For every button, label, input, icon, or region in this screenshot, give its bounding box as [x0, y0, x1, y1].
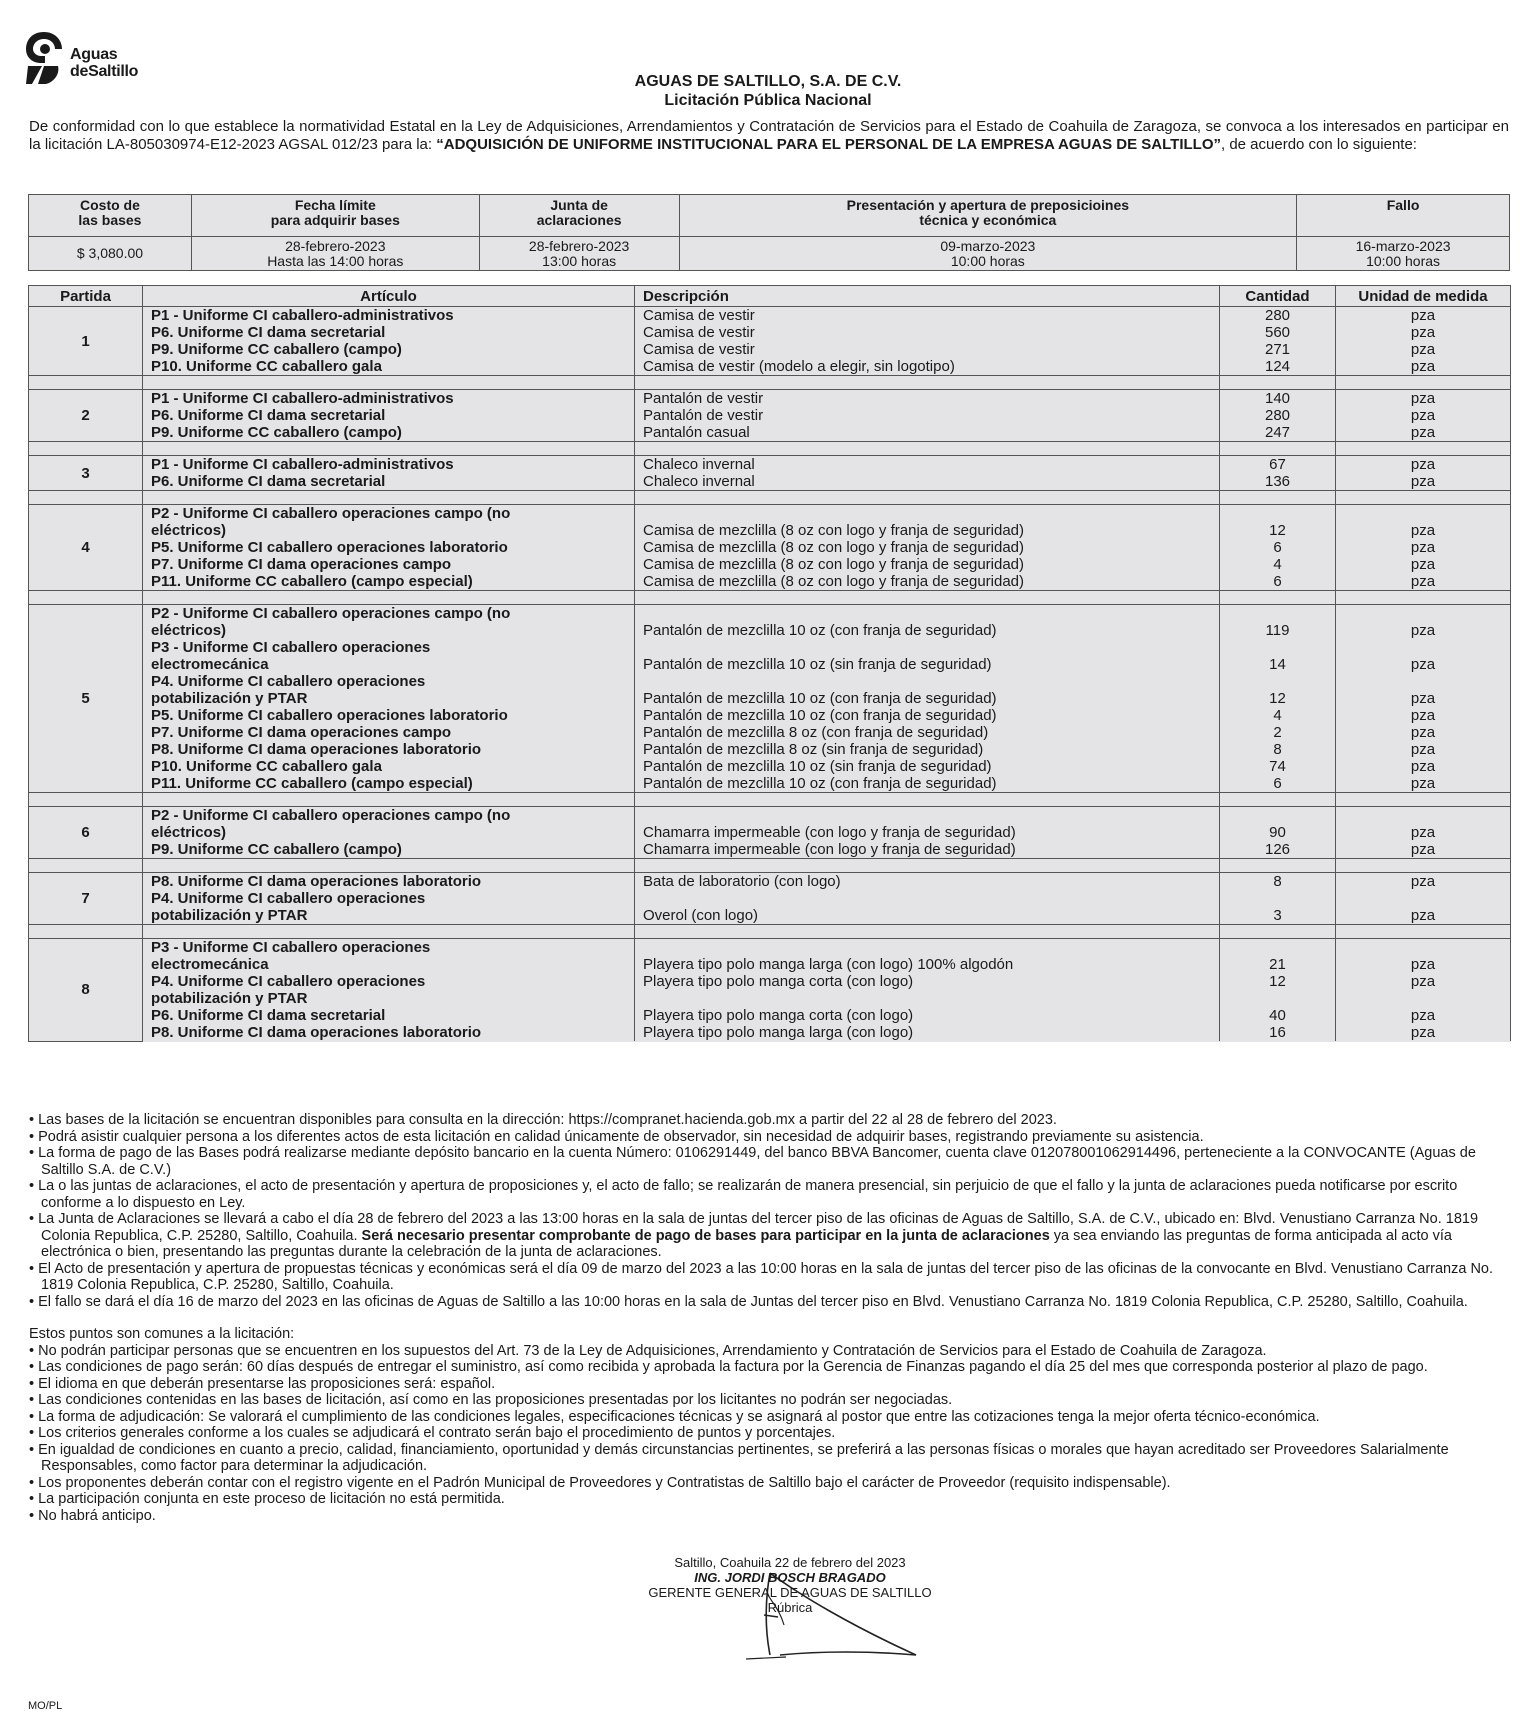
intro-paragraph	[29, 118, 1509, 154]
item-cantidad: 271	[1220, 341, 1336, 358]
item-cantidad: 119	[1220, 622, 1336, 639]
item-cantidad: 67	[1220, 456, 1336, 474]
separator-cell	[29, 591, 143, 605]
item-unidad: pza	[1336, 473, 1511, 491]
separator-cell	[143, 793, 635, 807]
item-articulo: P6. Uniforme CI dama secretarial	[143, 324, 635, 341]
separator-cell	[143, 376, 635, 390]
separator-cell	[29, 793, 143, 807]
common-point-10: • No habrá anticipo.	[29, 1507, 156, 1524]
intro-text-1: De conformidad con lo que establece la normatividad Estatal en la Ley de Adquisiciones, Arrendamientos y Contratación de Servicios para el Estado de Coahuila de Zaragoza, se convoca a los interesados en participar en la licitación LA-805030974-E12-2023 AGSAL 012/23 para la:	[29, 118, 1509, 153]
company-name: AGUAS DE SALTILLO, S.A. DE C.V.	[634, 73, 902, 90]
separator-cell	[635, 859, 1220, 873]
common-point-2: • Las condiciones de pago serán: 60 días después de entregar el suministro, así como recibida y aprobada la factura por la Gerencia de Finanzas pagando el día 25 del mes que corresponda posterior al plazo de pago.	[29, 1359, 1428, 1375]
separator-cell	[29, 376, 143, 390]
item-articulo: P2 - Uniforme CI caballero operaciones campo (no	[143, 807, 635, 825]
item-articulo: P3 - Uniforme CI caballero operaciones	[143, 939, 635, 957]
separator-cell	[1220, 442, 1336, 456]
item-unidad: pza	[1336, 873, 1511, 891]
separator-cell	[29, 491, 143, 505]
item-row	[29, 990, 1511, 1007]
item-articulo: potabilización y PTAR	[143, 907, 635, 925]
summary-header-clarifications: Junta de aclaraciones	[479, 195, 679, 237]
signature-rubrica: Rúbrica	[767, 1600, 813, 1615]
item-cantidad: 74	[1220, 758, 1336, 775]
separator-cell	[143, 491, 635, 505]
item-row	[29, 573, 1511, 591]
partida-number: 2	[29, 390, 143, 442]
item-row	[29, 307, 1511, 325]
summary-cost-value: $ 3,080.00	[29, 237, 192, 271]
partida-number: 7	[29, 873, 143, 925]
item-cantidad: 14	[1220, 656, 1336, 673]
common-points-heading: Estos puntos son comunes a la licitación:	[29, 1326, 295, 1342]
item-cantidad: 6	[1220, 573, 1336, 591]
item-unidad: pza	[1336, 1024, 1511, 1041]
item-unidad: pza	[1336, 973, 1511, 990]
item-descripcion	[635, 890, 1220, 907]
item-row	[29, 473, 1511, 491]
item-row	[29, 1007, 1511, 1024]
item-cantidad: 16	[1220, 1024, 1336, 1041]
separator-cell	[1336, 442, 1511, 456]
item-articulo: electromecánica	[143, 956, 635, 973]
item-descripcion: Camisa de mezclilla (8 oz con logo y franja de seguridad)	[635, 539, 1220, 556]
item-row	[29, 407, 1511, 424]
item-articulo: P9. Uniforme CC caballero (campo)	[143, 424, 635, 442]
item-row	[29, 324, 1511, 341]
item-descripcion	[635, 605, 1220, 623]
item-row	[29, 358, 1511, 376]
item-descripcion: Pantalón de mezclilla 8 oz (sin franja de seguridad)	[635, 741, 1220, 758]
item-unidad: pza	[1336, 358, 1511, 376]
partida-separator	[29, 442, 1511, 456]
separator-cell	[1336, 376, 1511, 390]
partida-separator	[29, 491, 1511, 505]
partida-number: 1	[29, 307, 143, 376]
partida-separator	[29, 859, 1511, 873]
separator-cell	[635, 591, 1220, 605]
common-point-1: • No podrán participar personas que se encuentren en los supuestos del Art. 73 de la Ley de Adquisiciones, Arrendamiento y Contratación de Servicios para el Estado de Coahuila de Zaragoza.	[29, 1342, 1267, 1359]
item-cantidad: 124	[1220, 358, 1336, 376]
item-unidad	[1336, 939, 1511, 957]
item-articulo: P3 - Uniforme CI caballero operaciones	[143, 639, 635, 656]
item-row	[29, 522, 1511, 539]
item-unidad: pza	[1336, 307, 1511, 325]
item-cantidad	[1220, 807, 1336, 825]
item-row	[29, 539, 1511, 556]
item-articulo: P1 - Uniforme CI caballero-administrativos	[143, 390, 635, 408]
common-point-3: • El idioma en que deberán presentarse las proposiciones será: español.	[29, 1375, 496, 1392]
partida-separator	[29, 793, 1511, 807]
item-articulo: P9. Uniforme CC caballero (campo)	[143, 341, 635, 358]
item-unidad: pza	[1336, 707, 1511, 724]
item-descripcion: Playera tipo polo manga larga (con logo) 100% algodón	[635, 956, 1220, 973]
item-row	[29, 456, 1511, 474]
item-row	[29, 707, 1511, 724]
item-articulo: P6. Uniforme CI dama secretarial	[143, 1007, 635, 1024]
summary-presentation-value: 09-marzo-2023 10:00 horas	[679, 237, 1297, 271]
item-articulo: eléctricos)	[143, 622, 635, 639]
item-unidad: pza	[1336, 741, 1511, 758]
separator-cell	[1336, 859, 1511, 873]
item-descripcion: Pantalón de mezclilla 10 oz (con franja de seguridad)	[635, 690, 1220, 707]
conditions-notes	[29, 1112, 1499, 1524]
item-unidad: pza	[1336, 341, 1511, 358]
common-point-7: • En igualdad de condiciones en cuanto a precio, calidad, financiamiento, oportunidad y demás circunstancias pertinentes, se preferirá a las personas físicas o morales que hayan acreditado ser Proveedores Salarialmente Responsables, como factor para determinar la adjudicación.	[29, 1441, 1449, 1474]
item-row	[29, 341, 1511, 358]
item-unidad: pza	[1336, 841, 1511, 859]
item-row	[29, 890, 1511, 907]
item-articulo: P8. Uniforme CI dama operaciones laboratorio	[143, 1024, 635, 1041]
partida-number: 3	[29, 456, 143, 491]
item-cantidad: 8	[1220, 873, 1336, 891]
item-descripcion: Playera tipo polo manga larga (con logo)	[635, 1024, 1220, 1041]
common-point-4: • Las condiciones contenidas en las bases de licitación, así como en las proposiciones presentadas por los licitantes no podrán ser negociadas.	[29, 1392, 953, 1408]
item-articulo: P2 - Uniforme CI caballero operaciones campo (no	[143, 605, 635, 623]
item-articulo: P8. Uniforme CI dama operaciones laboratorio	[143, 873, 635, 891]
item-articulo: P4. Uniforme CI caballero operaciones	[143, 973, 635, 990]
items-table	[28, 285, 1511, 1042]
intro-text-2: , de acuerdo con lo siguiente:	[1221, 136, 1417, 153]
item-descripcion: Pantalón de mezclilla 10 oz (con franja de seguridad)	[635, 707, 1220, 724]
item-articulo: potabilización y PTAR	[143, 990, 635, 1007]
item-descripcion: Overol (con logo)	[635, 907, 1220, 925]
item-cantidad: 280	[1220, 407, 1336, 424]
tender-type: Licitación Pública Nacional	[664, 92, 872, 109]
item-unidad: pza	[1336, 424, 1511, 442]
separator-cell	[143, 859, 635, 873]
item-articulo: eléctricos)	[143, 522, 635, 539]
item-cantidad: 21	[1220, 956, 1336, 973]
items-header-cantidad: Cantidad	[1220, 286, 1336, 307]
item-row	[29, 673, 1511, 690]
item-cantidad	[1220, 673, 1336, 690]
separator-cell	[635, 793, 1220, 807]
item-unidad: pza	[1336, 824, 1511, 841]
item-cantidad	[1220, 939, 1336, 957]
item-articulo: P7. Uniforme CI dama operaciones campo	[143, 724, 635, 741]
separator-cell	[635, 925, 1220, 939]
item-articulo: P6. Uniforme CI dama secretarial	[143, 407, 635, 424]
item-descripcion	[635, 990, 1220, 1007]
summary-clarifications-value: 28-febrero-2023 13:00 horas	[479, 237, 679, 271]
item-unidad	[1336, 807, 1511, 825]
item-descripcion: Pantalón casual	[635, 424, 1220, 442]
item-unidad: pza	[1336, 324, 1511, 341]
item-articulo: P6. Uniforme CI dama secretarial	[143, 473, 635, 491]
item-row	[29, 605, 1511, 623]
item-articulo: P5. Uniforme CI caballero operaciones laboratorio	[143, 539, 635, 556]
item-unidad: pza	[1336, 775, 1511, 793]
schedule-summary-table	[28, 194, 1510, 271]
item-cantidad: 6	[1220, 539, 1336, 556]
separator-cell	[635, 442, 1220, 456]
separator-cell	[1220, 859, 1336, 873]
item-descripcion: Chaleco invernal	[635, 473, 1220, 491]
item-descripcion: Pantalón de mezclilla 10 oz (con franja de seguridad)	[635, 622, 1220, 639]
item-row	[29, 775, 1511, 793]
item-descripcion: Camisa de vestir	[635, 341, 1220, 358]
item-articulo: P9. Uniforme CC caballero (campo)	[143, 841, 635, 859]
item-row	[29, 873, 1511, 891]
item-row	[29, 556, 1511, 573]
item-cantidad	[1220, 990, 1336, 1007]
item-unidad: pza	[1336, 407, 1511, 424]
note-ruling: • El fallo se dará el día 16 de marzo del 2023 en las oficinas de Aguas de Saltillo a las 10:00 horas en la sala de Juntas del tercer piso en Blvd. Venustiano Carranza No. 1819 Colonia Republica, C.P. 25280, Saltillo, Coahuila.	[29, 1293, 1468, 1310]
item-descripcion	[635, 505, 1220, 523]
note-presentation-act: • El Acto de presentación y apertura de propuestas técnicas y económicas será el día 09 de marzo del 2023 a las 10:00 horas en la sala de juntas del tercer piso de las oficinas de la convocante en Blvd. Venustiano Carranza No. 1819 Colonia Republica, C.P. 25280, Saltillo, Coahuila.	[29, 1260, 1494, 1293]
item-articulo: eléctricos)	[143, 824, 635, 841]
items-header-descripcion: Descripción	[635, 286, 1220, 307]
item-descripcion: Camisa de vestir	[635, 324, 1220, 341]
summary-header-ruling: Fallo	[1297, 195, 1510, 237]
summary-header-presentation: Presentación y apertura de preposicioines técnica y económica	[679, 195, 1297, 237]
item-row	[29, 824, 1511, 841]
item-articulo: P1 - Uniforme CI caballero-administrativos	[143, 456, 635, 474]
item-cantidad: 3	[1220, 907, 1336, 925]
note-observers: • Podrá asistir cualquier persona a los diferentes actos de esta licitación en calidad únicamente de observador, sin necesidad de adquirir bases, registrando previamente su asistencia.	[29, 1128, 1204, 1145]
item-unidad: pza	[1336, 539, 1511, 556]
item-descripcion: Pantalón de vestir	[635, 390, 1220, 408]
item-unidad: pza	[1336, 690, 1511, 707]
item-unidad: pza	[1336, 390, 1511, 408]
separator-cell	[29, 859, 143, 873]
item-unidad: pza	[1336, 556, 1511, 573]
item-unidad	[1336, 505, 1511, 523]
separator-cell	[143, 591, 635, 605]
separator-cell	[29, 442, 143, 456]
item-unidad: pza	[1336, 724, 1511, 741]
separator-cell	[1220, 925, 1336, 939]
items-header-partida: Partida	[29, 286, 143, 307]
item-articulo: P5. Uniforme CI caballero operaciones laboratorio	[143, 707, 635, 724]
item-descripcion: Pantalón de mezclilla 10 oz (con franja de seguridad)	[635, 775, 1220, 793]
item-row	[29, 639, 1511, 656]
item-articulo: P11. Uniforme CC caballero (campo especial)	[143, 573, 635, 591]
separator-cell	[143, 442, 635, 456]
common-point-9: • La participación conjunta en este proceso de licitación no está permitida.	[29, 1491, 505, 1507]
item-unidad	[1336, 605, 1511, 623]
intro-bold-object: “ADQUISICIÓN DE UNIFORME INSTITUCIONAL PARA EL PERSONAL DE LA EMPRESA AGUAS DE SALTILLO”	[436, 136, 1221, 153]
separator-cell	[1220, 376, 1336, 390]
item-descripcion: Chaleco invernal	[635, 456, 1220, 474]
item-unidad: pza	[1336, 656, 1511, 673]
signatory-position: GERENTE GENERAL DE AGUAS DE SALTILLO	[648, 1585, 932, 1600]
item-cantidad: 40	[1220, 1007, 1336, 1024]
item-descripcion: Camisa de mezclilla (8 oz con logo y franja de seguridad)	[635, 556, 1220, 573]
item-unidad	[1336, 990, 1511, 1007]
summary-ruling-value: 16-marzo-2023 10:00 horas	[1297, 237, 1510, 271]
item-articulo: P10. Uniforme CC caballero gala	[143, 358, 635, 376]
separator-cell	[1220, 491, 1336, 505]
signature-place-date: Saltillo, Coahuila 22 de febrero del 2023	[674, 1555, 906, 1570]
item-row	[29, 390, 1511, 408]
item-unidad: pza	[1336, 573, 1511, 591]
item-row	[29, 939, 1511, 957]
item-descripcion: Pantalón de mezclilla 10 oz (sin franja de seguridad)	[635, 758, 1220, 775]
item-descripcion: Camisa de vestir (modelo a elegir, sin logotipo)	[635, 358, 1220, 376]
logo-text-line1: Aguas	[70, 46, 118, 63]
item-descripcion: Camisa de mezclilla (8 oz con logo y franja de seguridad)	[635, 522, 1220, 539]
item-cantidad: 8	[1220, 741, 1336, 758]
item-row	[29, 758, 1511, 775]
item-articulo: P1 - Uniforme CI caballero-administrativos	[143, 307, 635, 325]
item-articulo: P10. Uniforme CC caballero gala	[143, 758, 635, 775]
item-descripcion	[635, 939, 1220, 957]
common-point-5: • La forma de adjudicación: Se valorará el cumplimiento de las condiciones legales, especificaciones técnicas y se asignará al postor que entre las cotizaciones tenga la mejor oferta técnico-económica.	[29, 1408, 1320, 1425]
summary-header-cost: Costo de las bases	[29, 195, 192, 237]
note-acts-in-person: • La o las juntas de aclaraciones, el acto de presentación y apertura de proposiciones y, el acto de fallo; se realizarán de manera presencial, sin perjuicio de que el fallo y la junta de aclaraciones pueda notificarse por escrito conforme a lo dispuesto en Ley.	[29, 1178, 1458, 1211]
item-row	[29, 973, 1511, 990]
item-articulo: electromecánica	[143, 656, 635, 673]
item-descripcion: Playera tipo polo manga corta (con logo)	[635, 973, 1220, 990]
item-articulo: P8. Uniforme CI dama operaciones laboratorio	[143, 741, 635, 758]
item-descripcion	[635, 673, 1220, 690]
item-cantidad: 136	[1220, 473, 1336, 491]
item-cantidad: 140	[1220, 390, 1336, 408]
item-unidad: pza	[1336, 956, 1511, 973]
item-descripcion: Camisa de vestir	[635, 307, 1220, 325]
partida-separator	[29, 925, 1511, 939]
partida-number: 5	[29, 605, 143, 793]
separator-cell	[1336, 925, 1511, 939]
separator-cell	[1336, 591, 1511, 605]
note-clarifications-bold: Será necesario presentar comprobante de pago de bases para participar en la junta de aclaraciones	[361, 1227, 1050, 1244]
item-row	[29, 741, 1511, 758]
items-header-unidad: Unidad de medida	[1336, 286, 1511, 307]
item-row	[29, 656, 1511, 673]
item-unidad: pza	[1336, 758, 1511, 775]
item-unidad	[1336, 673, 1511, 690]
item-articulo: P11. Uniforme CC caballero (campo especial)	[143, 775, 635, 793]
separator-cell	[143, 925, 635, 939]
item-row	[29, 724, 1511, 741]
signature-block	[600, 1555, 980, 1615]
item-cantidad: 4	[1220, 556, 1336, 573]
item-articulo: P4. Uniforme CI caballero operaciones	[143, 890, 635, 907]
item-unidad	[1336, 890, 1511, 907]
item-descripcion: Chamarra impermeable (con logo y franja de seguridad)	[635, 824, 1220, 841]
item-cantidad: 6	[1220, 775, 1336, 793]
item-row	[29, 1024, 1511, 1041]
item-descripcion	[635, 807, 1220, 825]
items-table-body	[29, 307, 1511, 1042]
item-cantidad: 12	[1220, 522, 1336, 539]
item-unidad	[1336, 639, 1511, 656]
separator-cell	[635, 376, 1220, 390]
item-unidad: pza	[1336, 907, 1511, 925]
item-unidad: pza	[1336, 522, 1511, 539]
common-point-6: • Los criterios generales conforme a los cuales se adjudicará el contrato serán bajo el procedimiento de puntos y porcentajes.	[29, 1425, 836, 1441]
item-descripcion: Chamarra impermeable (con logo y franja de seguridad)	[635, 841, 1220, 859]
item-row	[29, 907, 1511, 925]
item-row	[29, 505, 1511, 523]
signatory-name: ING. JORDI BOSCH BRAGADO	[694, 1570, 886, 1585]
separator-cell	[635, 491, 1220, 505]
item-cantidad: 280	[1220, 307, 1336, 325]
item-unidad: pza	[1336, 622, 1511, 639]
item-articulo: P7. Uniforme CI dama operaciones campo	[143, 556, 635, 573]
note-clarifications-meeting: • La Junta de Aclaraciones se llevará a cabo el día 28 de febrero del 2023 a las 13:00 horas en la sala de juntas del tercer piso de las oficinas de Aguas de Saltillo, S.A. de C.V., ubicado en: Blvd. Venustiano Carranza No. 1819 Colonia Republica, C.P. 25280, Saltillo, Coahuila. Será necesario presentar comprobante de pago de bases para participar en la junta de aclaraciones ya sea enviando las preguntas de forma anticipada al acto vía electrónica o bien, presentando las preguntas durante la celebración de la junta de aclaraciones.	[29, 1211, 1479, 1260]
common-point-8: • Los proponentes deberán contar con el registro vigente en el Padrón Municipal de Proveedores y Contratistas de Saltillo bajo el carácter de Proveedor (requisito indispensable).	[29, 1474, 1171, 1491]
separator-cell	[1336, 491, 1511, 505]
item-row	[29, 424, 1511, 442]
summary-header-deadline: Fecha límite para adquirir bases	[191, 195, 479, 237]
item-unidad: pza	[1336, 456, 1511, 474]
item-cantidad: 126	[1220, 841, 1336, 859]
item-descripcion: Pantalón de vestir	[635, 407, 1220, 424]
item-cantidad: 90	[1220, 824, 1336, 841]
item-row	[29, 622, 1511, 639]
items-header-articulo: Artículo	[143, 286, 635, 307]
partida-separator	[29, 591, 1511, 605]
summary-deadline-value: 28-febrero-2023 Hasta las 14:00 horas	[191, 237, 479, 271]
partida-number: 6	[29, 807, 143, 859]
item-articulo: P2 - Uniforme CI caballero operaciones campo (no	[143, 505, 635, 523]
logo-text-line2: deSaltillo	[70, 63, 139, 80]
item-row	[29, 841, 1511, 859]
item-unidad: pza	[1336, 1007, 1511, 1024]
item-cantidad: 12	[1220, 973, 1336, 990]
partida-number: 8	[29, 939, 143, 1042]
partida-separator	[29, 376, 1511, 390]
separator-cell	[1220, 591, 1336, 605]
item-descripcion: Playera tipo polo manga corta (con logo)	[635, 1007, 1220, 1024]
item-cantidad	[1220, 605, 1336, 623]
partida-number: 4	[29, 505, 143, 591]
item-cantidad: 12	[1220, 690, 1336, 707]
item-descripcion	[635, 639, 1220, 656]
document-title	[0, 72, 1536, 110]
item-cantidad: 4	[1220, 707, 1336, 724]
item-articulo: potabilización y PTAR	[143, 690, 635, 707]
note-bases-availability: • Las bases de la licitación se encuentran disponibles para consulta en la dirección: https://compranet.hacienda.gob.mx a partir del 22 al 28 de febrero del 2023.	[29, 1112, 1057, 1128]
item-descripcion: Bata de laboratorio (con logo)	[635, 873, 1220, 891]
item-cantidad	[1220, 639, 1336, 656]
item-descripcion: Camisa de mezclilla (8 oz con logo y franja de seguridad)	[635, 573, 1220, 591]
footer-initials: MO/PL	[28, 1700, 63, 1712]
item-row	[29, 690, 1511, 707]
item-cantidad: 2	[1220, 724, 1336, 741]
item-cantidad	[1220, 505, 1336, 523]
item-cantidad	[1220, 890, 1336, 907]
separator-cell	[29, 925, 143, 939]
item-cantidad: 247	[1220, 424, 1336, 442]
separator-cell	[1336, 793, 1511, 807]
item-articulo: P4. Uniforme CI caballero operaciones	[143, 673, 635, 690]
item-descripcion: Pantalón de mezclilla 8 oz (con franja de seguridad)	[635, 724, 1220, 741]
note-payment-method: • La forma de pago de las Bases podrá realizarse mediante depósito bancario en la cuenta Número: 0106291449, del banco BBVA Bancomer, cuenta clave 012078001062914496, perteneciente a la CONVOCANTE (Aguas de Saltillo S.A. de C.V.)	[29, 1145, 1476, 1178]
item-row	[29, 956, 1511, 973]
item-row	[29, 807, 1511, 825]
item-cantidad: 560	[1220, 324, 1336, 341]
item-descripcion: Pantalón de mezclilla 10 oz (sin franja de seguridad)	[635, 656, 1220, 673]
separator-cell	[1220, 793, 1336, 807]
